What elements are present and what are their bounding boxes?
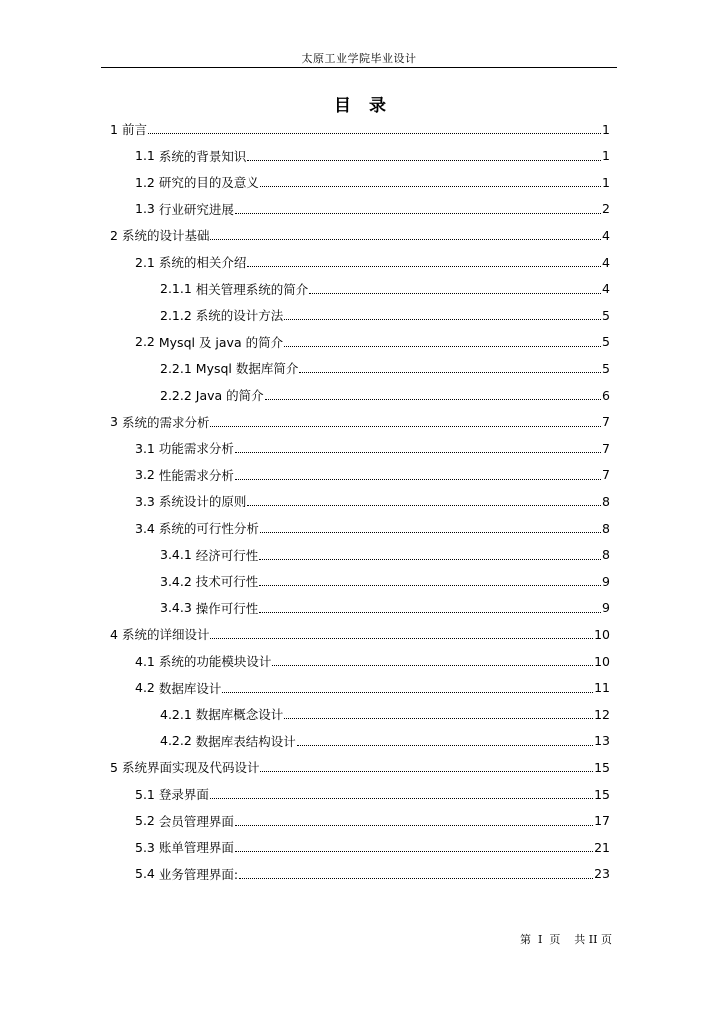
toc-leader-dots (247, 249, 601, 275)
toc-entry-page: 8 (602, 493, 610, 509)
toc-entry-title: 研究的目的及意义 (158, 175, 259, 191)
toc-entry-number: 2.2.2 (160, 387, 192, 403)
toc-leader-dots (260, 169, 601, 195)
toc-entry[interactable] (135, 808, 610, 834)
toc-entry-number: 5 (110, 759, 118, 775)
toc-entry-title: 数据库设计 (158, 680, 222, 696)
toc-entry-number: 2.1.1 (160, 281, 192, 297)
toc-entry-page: 9 (602, 600, 610, 616)
toc-entry-title: 技术可行性 (195, 574, 259, 590)
toc-entry[interactable] (135, 861, 610, 887)
toc-leader-dots (235, 462, 601, 488)
toc-entry-number: 2 (110, 227, 118, 243)
toc-entry-number: 2.1 (135, 254, 155, 270)
toc-entry-page: 4 (602, 254, 610, 270)
toc-entry-number: 2.2.1 (160, 360, 192, 376)
toc-entry-number: 4.2 (135, 680, 155, 696)
toc-entry-number: 5.1 (135, 786, 155, 802)
toc-entry[interactable] (110, 754, 610, 780)
toc-leader-dots (235, 834, 593, 860)
toc-leader-dots (222, 675, 593, 701)
toc-leader-dots (284, 701, 593, 727)
toc-entry-page: 15 (594, 786, 610, 802)
toc-entry-title: 系统的相关介绍 (158, 255, 247, 270)
toc-entry-number: 3.2 (135, 467, 155, 483)
toc-leader-dots (259, 595, 601, 621)
toc-entry-title: 账单管理界面 (158, 840, 234, 856)
toc-entry[interactable] (160, 595, 610, 621)
toc-entry-number: 5.2 (135, 813, 155, 829)
toc-entry-title: 性能需求分析 (158, 467, 234, 483)
toc-entry-title: 系统的需求分析 (121, 414, 210, 430)
toc-entry-page: 1 (602, 174, 610, 190)
toc-entry[interactable] (160, 276, 610, 302)
toc-entry-page: 2 (602, 201, 610, 217)
toc-entry-title: 系统的设计方法 (195, 308, 284, 324)
toc-leader-dots (210, 409, 601, 435)
toc-entry-number: 1.3 (135, 201, 155, 217)
toc-entry-number: 1 (110, 121, 118, 137)
toc-entry-title: 系统的背景知识 (158, 148, 247, 164)
toc-entry[interactable] (135, 196, 610, 222)
toc-leader-dots (309, 276, 601, 302)
toc-entry-page: 5 (602, 334, 610, 350)
toc-entry[interactable] (135, 675, 610, 701)
toc-entry-page: 1 (602, 148, 610, 164)
toc-entry-title: 系统的功能模块设计 (158, 654, 272, 669)
toc-entry[interactable] (135, 329, 610, 355)
header-rule (101, 67, 617, 68)
toc-entry-number: 3.1 (135, 440, 155, 456)
page-footer: 第 I 页 共 II 页 (519, 933, 612, 946)
toc-entry-number: 3 (110, 414, 118, 430)
toc-leader-dots (210, 621, 593, 647)
toc-entry-title: 系统的可行性分析 (158, 521, 259, 536)
toc-entry-page: 10 (594, 653, 610, 669)
toc-entry-number: 3.4 (135, 520, 155, 536)
toc-title-char-2: 录 (369, 96, 386, 116)
toc-entry[interactable] (110, 222, 610, 248)
toc-leader-dots (265, 382, 601, 408)
toc-entry[interactable] (160, 568, 610, 594)
toc-leader-dots (210, 781, 593, 807)
toc-leader-dots (297, 728, 593, 754)
toc-entry-number: 1.1 (135, 148, 155, 164)
toc-entry-page: 13 (594, 733, 610, 749)
toc-entry-page: 8 (602, 547, 610, 563)
toc-entry-title: 行业研究进展 (158, 201, 234, 217)
toc-leader-dots (260, 515, 601, 541)
toc-entry-number: 2.1.2 (160, 307, 192, 323)
toc-entry[interactable] (135, 462, 610, 488)
toc-entry-number: 3.4.2 (160, 573, 192, 589)
toc-entry[interactable] (135, 515, 610, 541)
toc-entry-title: Java 的简介 (195, 388, 264, 403)
toc-entry-page: 12 (594, 706, 610, 722)
toc-leader-dots (235, 435, 601, 461)
toc-entry-page: 4 (602, 281, 610, 297)
toc-leader-dots (284, 329, 601, 355)
toc-entry[interactable] (110, 116, 610, 142)
toc-entry-page: 21 (594, 839, 610, 855)
toc-entry[interactable] (110, 621, 610, 647)
toc-entry-number: 1.2 (135, 174, 155, 190)
toc-entry-page: 10 (594, 626, 610, 642)
toc-leader-dots (247, 143, 601, 169)
toc-entry-title: Mysql 及 java 的简介 (158, 334, 284, 350)
toc-entry[interactable] (160, 542, 610, 568)
toc-entry[interactable] (135, 781, 610, 807)
toc-entry-page: 6 (602, 387, 610, 403)
toc-entry[interactable] (135, 834, 610, 860)
toc-entry-title: 经济可行性 (195, 547, 259, 563)
toc-entry-title: 系统的设计基础 (121, 228, 210, 244)
toc-entry-title: 会员管理界面 (158, 813, 234, 829)
toc-entry[interactable] (135, 249, 610, 275)
toc-entry-page: 5 (602, 307, 610, 323)
toc-entry-title: 前言 (121, 122, 147, 137)
toc-entry-number: 4.2.1 (160, 706, 192, 722)
toc-entry[interactable] (160, 355, 610, 381)
running-header: 太原工业学院毕业设计 (301, 52, 417, 65)
toc-entry[interactable] (160, 701, 610, 727)
toc-leader-dots (239, 861, 593, 887)
toc-entry-title: 登录界面 (158, 787, 209, 802)
toc-entry-title: 相关管理系统的简介 (195, 281, 309, 297)
toc-entry-number: 5.4 (135, 866, 155, 882)
toc-entry[interactable] (110, 409, 610, 435)
toc-entry-title: Mysql 数据库简介 (195, 361, 299, 377)
toc-entry[interactable] (160, 302, 610, 328)
toc-entry-number: 3.4.3 (160, 600, 192, 616)
toc-leader-dots (272, 648, 593, 674)
toc-entry[interactable] (160, 382, 610, 408)
toc-entry-page: 4 (602, 227, 610, 243)
toc-entry-page: 1 (602, 121, 610, 137)
toc-entry-title: 系统界面实现及代码设计 (121, 760, 260, 776)
toc-leader-dots (299, 355, 601, 381)
toc-leader-dots (210, 222, 601, 248)
toc-entry[interactable] (135, 648, 610, 674)
toc-entry-page: 11 (594, 680, 610, 696)
toc-entry-title: 业务管理界面: (158, 866, 239, 882)
toc-entry-title: 功能需求分析 (158, 441, 234, 457)
toc-entry[interactable] (160, 728, 610, 754)
toc-entry-number: 5.3 (135, 839, 155, 855)
toc-entry-number: 4 (110, 626, 118, 642)
toc-title (0, 91, 720, 116)
toc-entry-page: 9 (602, 573, 610, 589)
toc-entry-page: 15 (594, 759, 610, 775)
toc-leader-dots (247, 488, 601, 514)
toc-entry-title: 数据库概念设计 (195, 707, 284, 723)
toc-leader-dots (148, 116, 601, 142)
toc-entry-page: 5 (602, 360, 610, 376)
toc-leader-dots (235, 808, 593, 834)
toc-title-char-1: 目 (334, 96, 351, 116)
toc-entry-title: 系统的详细设计 (121, 627, 210, 643)
toc-entry-page: 17 (594, 813, 610, 829)
toc-entry-number: 3.4.1 (160, 547, 192, 563)
toc-leader-dots (235, 196, 601, 222)
toc-entry[interactable] (135, 169, 610, 195)
toc-leader-dots (260, 754, 593, 780)
toc-entry[interactable] (135, 435, 610, 461)
toc-entry[interactable] (135, 143, 610, 169)
toc-entry-number: 2.2 (135, 334, 155, 350)
toc-entry-title: 系统设计的原则 (158, 494, 247, 510)
toc-leader-dots (259, 568, 601, 594)
toc-entry-title: 数据库表结构设计 (195, 733, 296, 749)
toc-leader-dots (259, 542, 601, 568)
toc-entry-title: 操作可行性 (195, 600, 259, 616)
toc-entry-number: 4.1 (135, 653, 155, 669)
toc-entry-page: 23 (594, 866, 610, 882)
toc-leader-dots (284, 302, 601, 328)
toc-entry-page: 7 (602, 467, 610, 483)
toc-entry-number: 3.3 (135, 493, 155, 509)
toc-entry-page: 7 (602, 414, 610, 430)
toc-entry-page: 7 (602, 440, 610, 456)
toc-entry-number: 4.2.2 (160, 733, 192, 749)
toc-entry[interactable] (135, 488, 610, 514)
toc-entry-page: 8 (602, 520, 610, 536)
